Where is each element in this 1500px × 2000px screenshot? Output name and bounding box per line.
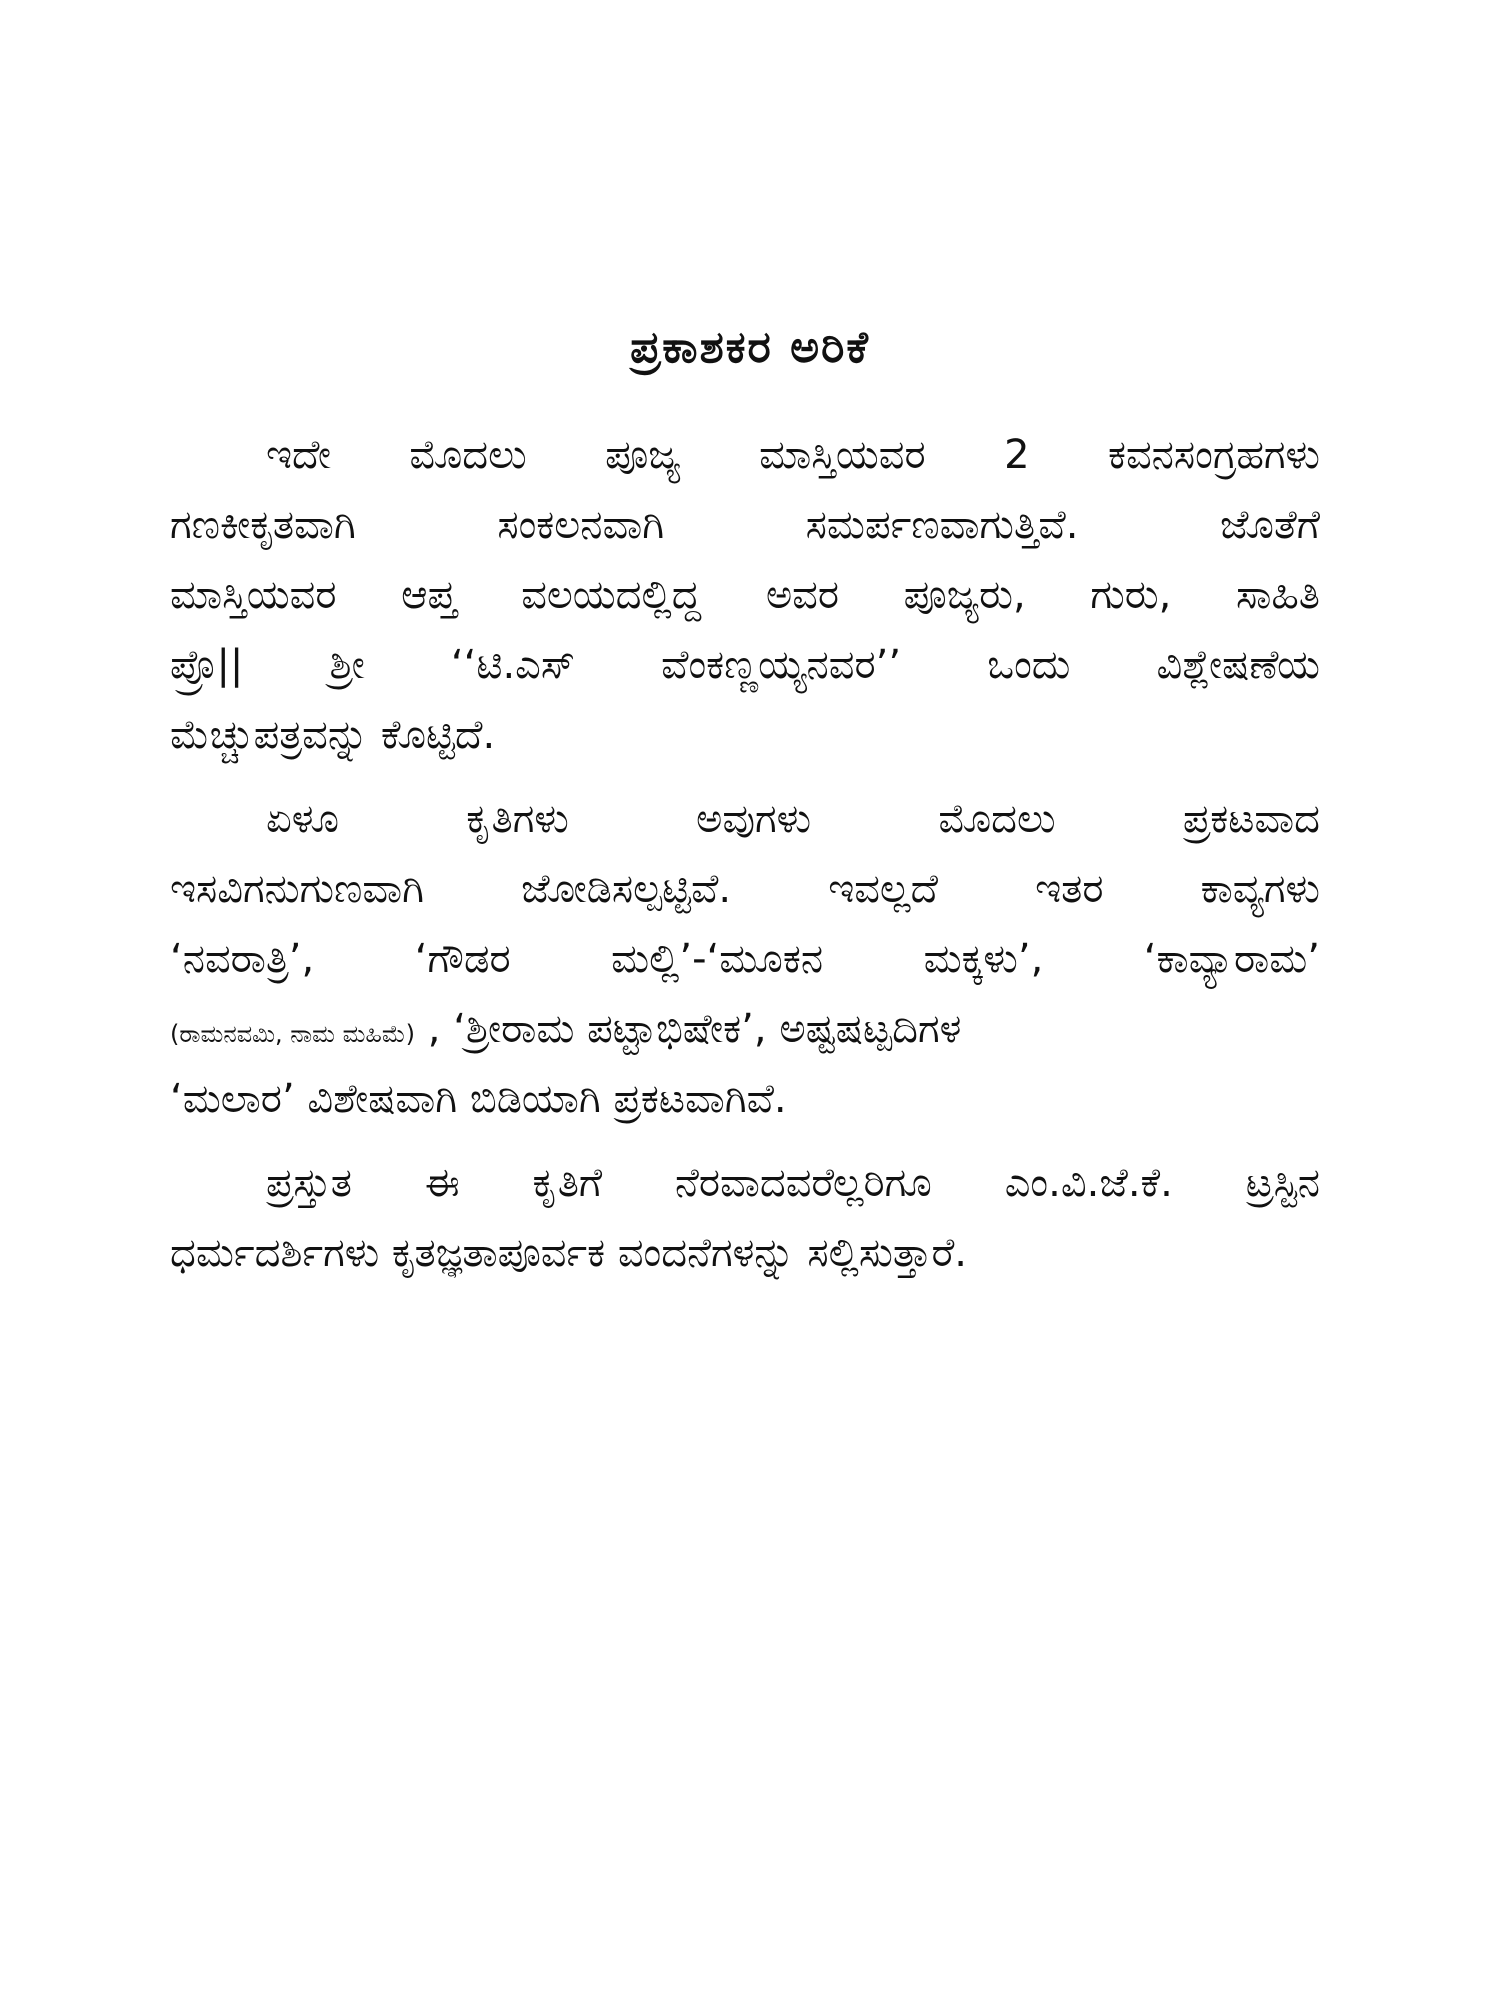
paragraph-2	[170, 784, 1320, 1134]
parenthetical-note: (ರಾಮನವಮಿ, ನಾಮ ಮಹಿಮೆ)	[170, 1020, 416, 1048]
text-line: ‘ನವರಾತ್ರಿ’, ‘ಗೌಡರ ಮಲ್ಲಿ’-‘ಮೂಕನ ಮಕ್ಕಳು’, ‘ಕಾವ್ಯಾರಾಮ’	[170, 936, 1320, 982]
text-line: ಪ್ರಸ್ತುತ ಈ ಕೃತಿಗೆ ನೆರವಾದವರೆಲ್ಲರಿಗೂ ಎಂ.ವಿ.ಜೆ.ಕೆ. ಟ್ರಸ್ಟಿನ	[266, 1160, 1320, 1206]
text-line-mixed	[170, 994, 1320, 1064]
text-line: ಇಸವಿಗನುಗುಣವಾಗಿ ಜೋಡಿಸಲ್ಪಟ್ಟಿವೆ. ಇವಲ್ಲದೆ ಇತರ ಕಾವ್ಯಗಳು	[170, 866, 1320, 912]
text-line: ಇದೇ ಮೊದಲು ಪೂಜ್ಯ ಮಾಸ್ತಿಯವರ 2 ಕವನಸಂಗ್ರಹಗಳು	[266, 432, 1320, 478]
text-line-continuation: , ‘ಶ್ರೀರಾಮ ಪಟ್ಟಾಭಿಷೇಕ’, ಅಷ್ಟಷಟ್ಪದಿಗಳ	[427, 1006, 962, 1052]
document-body	[170, 420, 1320, 1288]
text-line: ‘ಮಲಾರ’ ವಿಶೇಷವಾಗಿ ಬಿಡಿಯಾಗಿ ಪ್ರಕಟವಾಗಿವೆ.	[170, 1076, 787, 1122]
text-line: ಧರ್ಮದರ್ಶಿಗಳು ಕೃತಜ್ಞತಾಪೂರ್ವಕ ವಂದನೆಗಳನ್ನು ಸಲ್ಲಿಸುತ್ತಾರೆ.	[170, 1230, 968, 1276]
paragraph-1	[170, 420, 1320, 770]
text-line: ಏಳೂ ಕೃತಿಗಳು ಅವುಗಳು ಮೊದಲು ಪ್ರಕಟವಾದ	[266, 796, 1320, 842]
paragraph-3	[170, 1148, 1320, 1288]
text-line: ಪ್ರೊ|| ಶ್ರೀ ‘‘ಟಿ.ಎಸ್ ವೆಂಕಣ್ಣಯ್ಯನವರ’’ ಒಂದು ವಿಶ್ಲೇಷಣೆಯ	[170, 642, 1320, 688]
text-line: ಮಾಸ್ತಿಯವರ ಆಪ್ತ ವಲಯದಲ್ಲಿದ್ದ ಅವರ ಪೂಜ್ಯರು, ಗುರು, ಸಾಹಿತಿ	[170, 572, 1320, 618]
page-title: ಪ್ರಕಾಶಕರ ಅರಿಕೆ	[630, 322, 870, 373]
text-line: ಗಣಕೀಕೃತವಾಗಿ ಸಂಕಲನವಾಗಿ ಸಮರ್ಪಣವಾಗುತ್ತಿವೆ. ಜೊತೆಗೆ	[170, 502, 1320, 548]
text-line: ಮೆಚ್ಚುಪತ್ರವನ್ನು ಕೊಟ್ಟಿದೆ.	[170, 712, 496, 758]
